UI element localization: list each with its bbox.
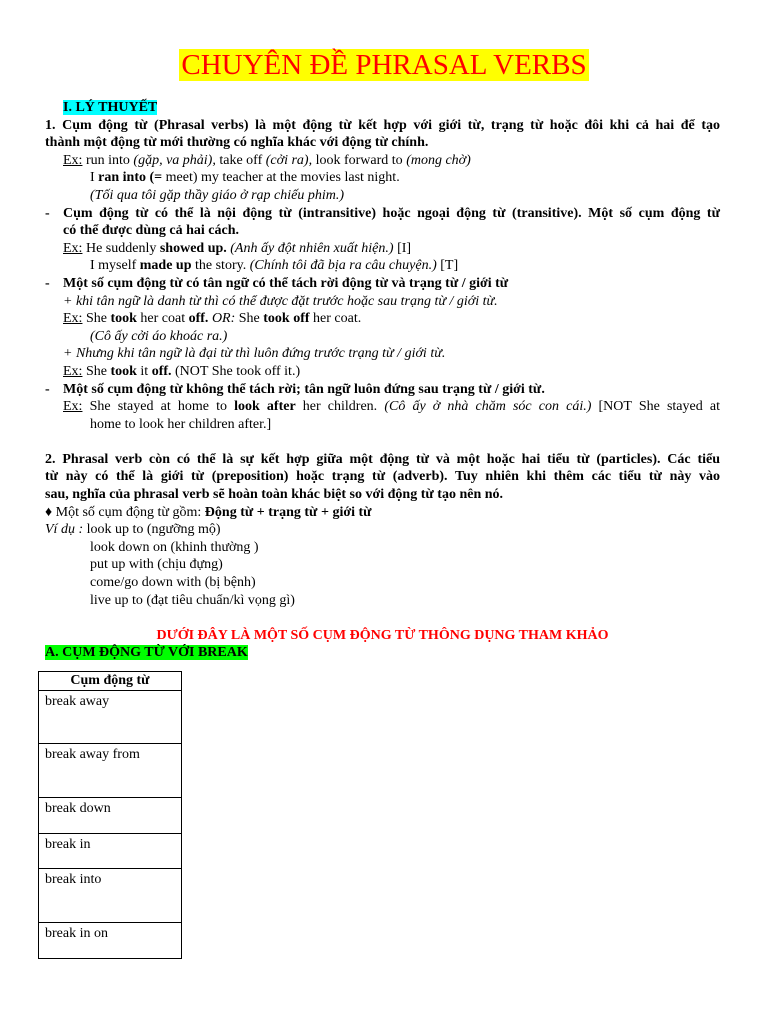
paragraph-2-line-2: từ này có thể là giới từ (preposition) hoặc trạng từ (adverb). Tuy nhiên khi thêm các tiểu từ này vào	[45, 469, 720, 485]
bullet-inseparable: - Một số cụm động từ không thể tách rời; tân ngữ luôn đứng sau trạng từ / giới từ.	[45, 381, 545, 397]
example-line: I ran into (= meet) my teacher at the movies last night.	[90, 170, 400, 186]
phrasal-verbs-table	[38, 671, 182, 959]
example-line: Ex: She stayed at home to look after her children. (Cô ấy ở nhà chăm sóc con cái.) [NOT She stayed at	[63, 399, 720, 415]
example-list-first: Ví dụ : look up to (ngưỡng mộ)	[45, 522, 221, 538]
document-title-wrap	[0, 46, 768, 84]
table-header-phrasal-verb: Cụm động từ	[39, 672, 182, 691]
example-line: Ex: run into (gặp, va phải), take off (cởi ra), look forward to (mong chờ)	[63, 152, 471, 168]
table-row: break away from	[39, 743, 182, 797]
example-line: Ex: She took her coat off. OR: She took off her coat.	[63, 311, 362, 327]
example-list-item: look down on (khinh thường )	[90, 539, 259, 555]
bullet-separable: - Một số cụm động từ có tân ngữ có thể tách rời động từ và trạng từ / giới từ	[45, 275, 509, 291]
table-row: break in on	[39, 922, 182, 958]
table-row: break down	[39, 797, 182, 833]
note-pronoun-object: + Nhưng khi tân ngữ là đại từ thì luôn đứng trước trạng từ / giới từ.	[63, 346, 446, 362]
example-list-item: put up with (chịu đựng)	[90, 557, 223, 573]
example-line: Ex: He suddenly showed up. (Anh ấy đột nhiên xuất hiện.) [I]	[63, 240, 412, 256]
paragraph-1-line-1: 1. Cụm động từ (Phrasal verbs) là một động từ kết hợp với giới từ, trạng từ hoặc đôi khi cả hai để tạo	[45, 117, 720, 133]
document-title: CHUYÊN ĐỀ PHRASAL VERBS	[181, 49, 587, 81]
example-line-cont: home to look her children after.]	[90, 416, 272, 432]
bullet-intransitive-transitive-cont: có thể được dùng cả hai cách.	[63, 223, 239, 239]
example-translation: (Cô ấy cởi áo khoác ra.)	[90, 328, 228, 344]
table-row: break away	[39, 690, 182, 743]
example-list-item: live up to (đạt tiêu chuẩn/kì vọng gì)	[90, 592, 295, 608]
formula-line: ♦ Một số cụm động từ gồm: Động từ + trạng từ + giới từ	[45, 504, 372, 520]
example-line: I myself made up the story. (Chính tôi đã bịa ra câu chuyện.) [T]	[90, 258, 459, 274]
paragraph-1-line-2: thành một động từ mới thường có nghĩa khác với động từ chính.	[45, 135, 429, 151]
example-line: Ex: She took it off. (NOT She took off it.)	[63, 363, 301, 379]
bullet-intransitive-transitive: - Cụm động từ có thể là nội động từ (intransitive) hoặc ngoại động từ (transitive). Một số cụm động từ	[45, 205, 720, 221]
table-row: break into	[39, 868, 182, 922]
reference-heading: DƯỚI ĐÂY LÀ MỘT SỐ CỤM ĐỘNG TỪ THÔNG DỤNG THAM KHẢO	[156, 627, 609, 643]
note-noun-object: + khi tân ngữ là danh từ thì có thể được đặt trước hoặc sau trạng từ / giới từ.	[63, 293, 498, 309]
table-row: break in	[39, 833, 182, 868]
break-section-heading: A. CỤM ĐỘNG TỪ VỚI BREAK	[45, 645, 248, 661]
section-heading-theory: I. LÝ THUYẾT	[63, 100, 158, 115]
example-list-item: come/go down with (bị bệnh)	[90, 575, 256, 591]
paragraph-2-line-1: 2. Phrasal verb còn có thể là sự kết hợp giữa một động từ và một hoặc hai tiểu từ (particles). Các tiểu	[45, 451, 720, 467]
document-body	[45, 99, 720, 662]
paragraph-2-line-3: sau, nghĩa của phrasal verb sẽ hoàn toàn khác biệt so với động từ tạo nên nó.	[45, 487, 504, 503]
example-translation: (Tối qua tôi gặp thầy giáo ở rạp chiếu phim.)	[90, 187, 345, 203]
